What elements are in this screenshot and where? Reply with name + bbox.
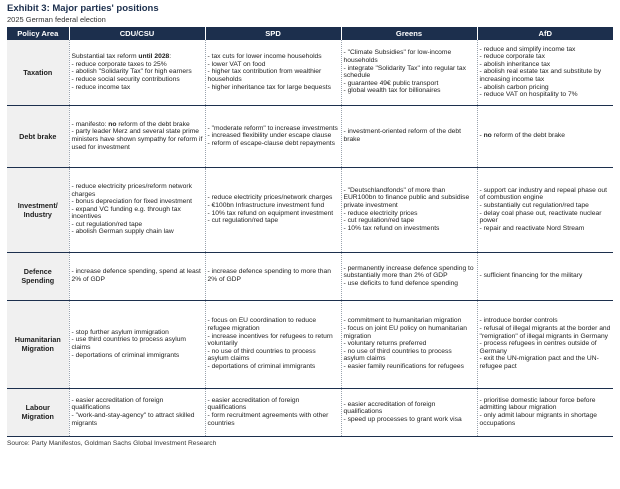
position-item: - substantially cut regulation/red tape [479,201,589,209]
position-item: - abolish inheritance tax [479,60,551,68]
position-item: - stop further asylum immigration [71,328,169,336]
position-item: - lower VAT on food [207,60,266,68]
position-cell-afd [477,105,613,167]
position-item: - repair and reactivate Nord Stream [479,224,585,232]
position-item: - prioritise domestic labour force before admitting labour migration [479,396,596,412]
position-item: - investment-oriented reform of the debt brake [343,128,461,143]
position-item: - no reform of the debt brake [479,132,565,140]
position-item: - reduce and simplify income tax [479,45,576,53]
position-item: - delay coal phase out, reactivate nuclear power [479,209,602,225]
position-item: - abolish carbon pricing [479,83,549,91]
position-item: - deportations of criminal immigrants [71,351,180,359]
header-row [7,27,613,40]
header-spd: SPD [205,27,341,40]
position-item: - increase incentives for refugees to return voluntarily [207,332,333,348]
position-cell-afd [477,40,613,105]
position-cell-greens [341,252,477,300]
policy-area-label: Investment/ Industry [7,167,69,252]
position-item: - voluntary returns preferred [343,340,427,348]
position-item: - "Climate Subsidies" for low-income households [343,49,452,65]
position-item: - 10% tax refund on investments [343,224,440,232]
position-item: - increased flexibility under escape clause [207,132,332,140]
policy-area-label: Taxation [7,40,69,105]
position-item: - deportations of criminal immigrants [207,362,316,370]
position-item: - reduce social security contributions [71,76,180,84]
position-item: - "Deutschlandfonds" of more than EUR100bn to finance public and subsidise private investment [343,186,470,209]
position-item: - process refugees in centres outside of Germany [479,340,597,355]
position-item: - introduce border controls [479,317,558,325]
position-cell-cdu-csu [69,40,205,105]
position-item: - reduce VAT on hospitality to 7% [479,91,578,99]
position-item: - no use of third countries to process asylum claims [343,347,452,363]
position-cell-cdu-csu [69,167,205,252]
header-policy-area: Policy Area [7,27,69,40]
position-cell-greens [341,105,477,167]
position-cell-spd [205,300,341,388]
position-item: - bonus depreciation for fixed investment [71,198,192,206]
header-afd: AfD [477,27,613,40]
header-greens: Greens [341,27,477,40]
position-item: - "moderate reform" to increase investments [207,124,338,132]
position-item: Substantial tax reform until 2028: [71,53,172,61]
position-item: - use deficits to fund defence spending [343,279,459,287]
position-item: - tax cuts for lower income households [207,53,322,61]
position-item: - focus on EU coordination to reduce refugee migration [207,317,317,333]
position-item: - permanently increase defence spending to substantially more than 2% of GDP [343,264,474,280]
position-item: - 10% tax refund on equipment investment [207,209,334,217]
position-item: - higher inheritance tax for large bequests [207,83,331,91]
table-row [7,300,613,388]
position-item: - cut regulation/red tape [343,217,415,225]
policy-area-label: Labour Migration [7,388,69,436]
position-item: - reform of escape-clause debt repayments [207,139,335,147]
table-row [7,105,613,167]
position-cell-spd [205,40,341,105]
position-item: - use third countries to process asylum claims [71,336,186,351]
position-item: - abolish real estate tax and substitute by increasing income tax [479,68,602,84]
table-row [7,388,613,436]
position-item: - no use of third countries to process asylum claims [207,347,316,363]
position-item: - support car industry and repeal phase out of combustion engine [479,186,608,202]
table-row [7,167,613,252]
exhibit-title: Exhibit 3: Major parties' positions [7,3,159,14]
position-cell-greens [341,167,477,252]
position-cell-greens [341,40,477,105]
position-item: - only admit labour migrants in shortage occupations [479,412,597,427]
table-body [7,40,613,436]
position-item: - global wealth tax for billionaires [343,87,441,95]
position-item: - integrate "Solidarity Tax" into regular tax schedule [343,64,466,80]
position-item: - reduce electricity prices/reform network charges [71,182,192,198]
position-item: - expand VC funding e.g. through tax incentives [71,205,181,221]
position-item: - reduce electricity prices/network charges [207,194,333,202]
positions-table [7,27,613,437]
position-item: - manifesto: no reform of the debt brake [71,120,190,128]
position-item: - higher tax contribution from wealthier households [207,68,322,84]
position-cell-greens [341,388,477,436]
position-item: - abolish German supply chain law [71,228,174,236]
position-cell-afd [477,167,613,252]
position-item: - sufficient financing for the military [479,272,583,280]
position-item: - cut regulation/red tape [71,220,143,228]
position-cell-greens [341,300,477,388]
position-cell-spd [205,388,341,436]
position-item: - increase defence spending, spend at least 2% of GDP [71,268,201,283]
position-cell-cdu-csu [69,252,205,300]
position-item: - speed up processes to grant work visa [343,415,462,423]
position-item: - "work-and-stay-agency" to attract skilled migrants [71,412,195,427]
position-cell-afd [477,300,613,388]
position-item: - easier accreditation of foreign qualifications [71,396,164,412]
position-item: - focus on joint EU policy on humanitarian migration [343,325,467,340]
policy-area-label: Defence Spending [7,252,69,300]
position-item: - €100bn Infrastructure investment fund [207,201,325,209]
source-note: Source: Party Manifestos, Goldman Sachs Global Investment Research [7,439,217,447]
position-cell-afd [477,388,613,436]
position-cell-afd [477,252,613,300]
position-cell-spd [205,252,341,300]
position-item: - increase defence spending to more than 2% of GDP [207,268,331,283]
position-item: - form recruitment agreements with other countries [207,412,329,427]
position-cell-cdu-csu [69,105,205,167]
position-cell-spd [205,167,341,252]
position-item: - reduce corporate taxes to 25% [71,60,167,68]
position-item: - reduce income tax [71,83,131,91]
position-item: - cut regulation/red tape [207,217,279,225]
position-cell-cdu-csu [69,300,205,388]
position-cell-cdu-csu [69,388,205,436]
exhibit-subtitle: 2025 German federal election [7,15,106,24]
header-cdu-csu: CDU/CSU [69,27,205,40]
position-item: - party leader Merz and several state prime ministers have shown sympathy for reform if used for investment [71,128,203,151]
position-item: - abolish "Solidarity Tax" for high earners [71,68,192,76]
position-cell-spd [205,105,341,167]
position-item: - refusal of illegal migrants at the border and "remigration" of illegal migrants in Germany [479,325,611,340]
position-item: - easier accreditation of foreign qualifications [343,400,436,416]
position-item: - reduce corporate tax [479,53,545,61]
position-item: - reduce electricity prices [343,209,418,217]
position-item: - guarantee 49€ public transport [343,79,439,87]
position-item: - easier family reunifications for refugees [343,362,464,370]
position-item: - commitment to humanitarian migration [343,317,462,325]
position-item: - exit the UN-migration pact and the UN-refugee pact [479,355,599,370]
table-row [7,252,613,300]
table-row [7,40,613,105]
policy-area-label: Humanitarian Migration [7,300,69,388]
position-item: - easier accreditation of foreign qualifications [207,396,300,412]
policy-area-label: Debt brake [7,105,69,167]
